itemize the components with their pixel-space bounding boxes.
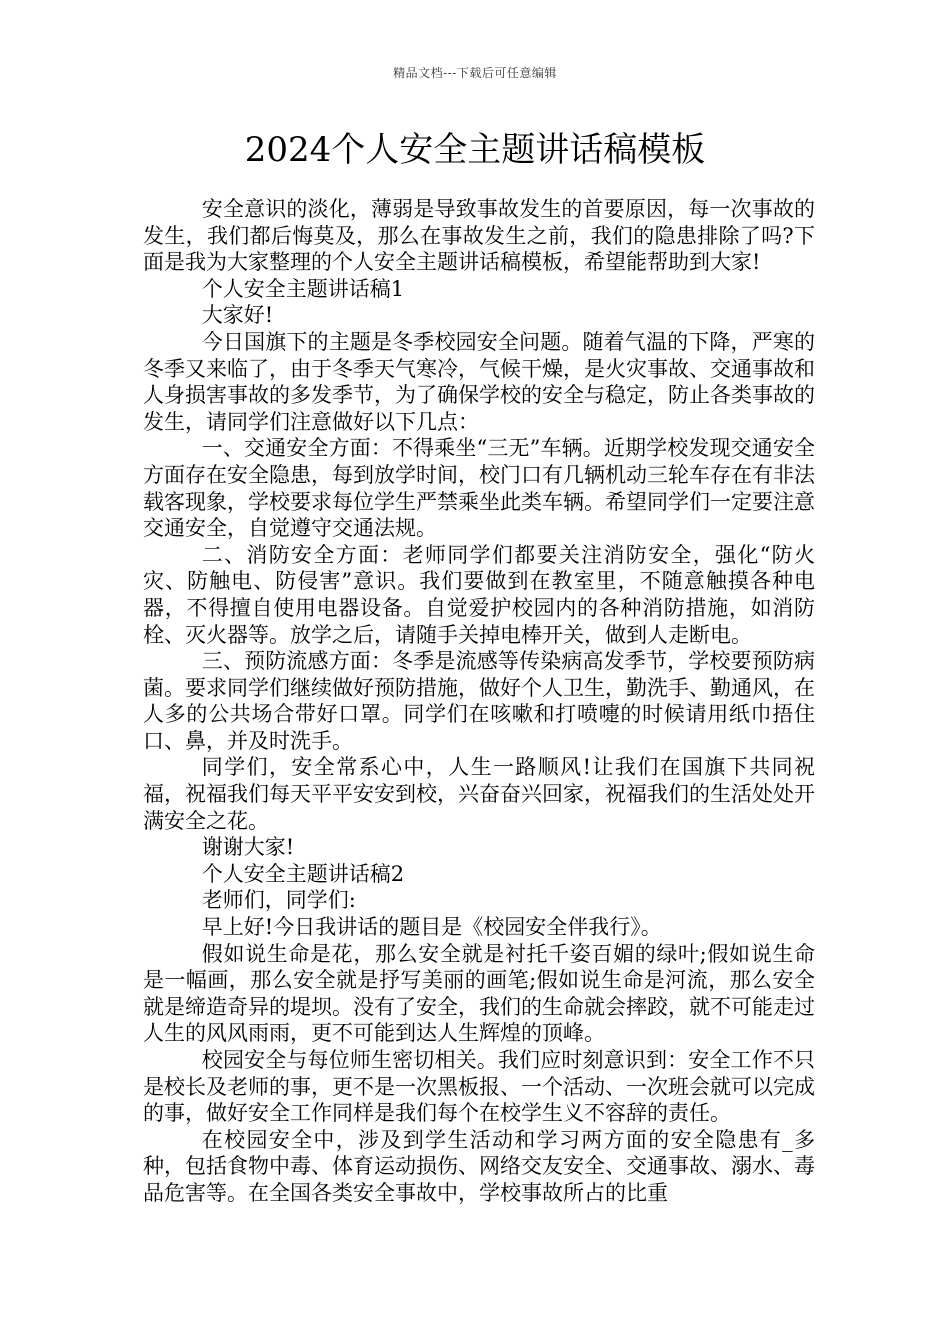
- paragraph: 二、消防安全方面：老师同学们都要关注消防安全，强化“防火灾、防触电、防侵害”意识。我们要做到在教室里，不随意触摸各种电器，不得擅自使用电器设备。自觉爱护校园内的各种消防措施，如消防栓、灭火器等。放学之后，请随手关掉电棒开关，做到人走断电。: [143, 542, 815, 647]
- document-body: [143, 196, 815, 1207]
- paragraph-greeting-1: 大家好!: [201, 303, 274, 328]
- document-title: 2024个人安全主题讲话稿模板: [244, 130, 706, 170]
- section-heading-1: 个人安全主题讲话稿1: [201, 276, 405, 301]
- paragraph-greeting-2: 老师们，同学们:: [201, 888, 356, 913]
- paragraph: 早上好!今日我讲话的题目是《校园安全伴我行》。: [201, 915, 662, 940]
- paragraph: 三、预防流感方面：冬季是流感等传染病高发季节，学校要预防病菌。要求同学们继续做好预防措施，做好个人卫生，勤洗手、勤通风，在人多的公共场合带好口罩。同学们在咳嗽和打喷嚏的时候请用纸巾捂住口、鼻，并及时洗手。: [143, 649, 815, 753]
- paragraph: 同学们，安全常系心中，人生一路顺风!让我们在国旗下共同祝福，祝福我们每天平平安安到校，兴奋奋兴回家，祝福我们的生活处处开满安全之花。: [143, 755, 815, 833]
- paragraph: 今日国旗下的主题是冬季校园安全问题。随着气温的下降，严寒的冬季又来临了，由于冬季天气寒冷，气候干燥，是火灾事故、交通事故和人身损害事故的多发季节，为了确保学校的安全与稳定，防止各类事故的发生，请同学们注意做好以下几点：: [143, 329, 815, 434]
- paragraph: 在校园安全中，涉及到学生活动和学习两方面的安全隐患有_多种，包括食物中毒、体育运动损伤、网络交友安全、交通事故、溺水、毒品危害等。在全国各类安全事故中，学校事故所占的比重: [143, 1127, 815, 1205]
- section-heading-2: 个人安全主题讲话稿2: [201, 861, 405, 886]
- page-header: 精品文档---下载后可任意编辑: [393, 66, 557, 80]
- paragraph-thanks: 谢谢大家!: [201, 835, 295, 860]
- paragraph: 假如说生命是花，那么安全就是衬托千姿百媚的绿叶;假如说生命是一幅画，那么安全就是抒写美丽的画笔;假如说生命是河流，那么安全就是缔造奇异的堤坝。没有了安全，我们的生命就会摔跤，就不可能走过人生的风风雨雨，更不可能到达人生辉煌的顶峰。: [143, 941, 815, 1046]
- paragraph: 一、交通安全方面：不得乘坐“三无”车辆。近期学校发现交通安全方面存在安全隐患，每到放学时间，校门口有几辆机动三轮车存在有非法载客现象，学校要求每位学生严禁乘坐此类车辆。希望同学们一定要注意交通安全，自觉遵守交通法规。: [143, 436, 815, 541]
- paragraph: 校园安全与每位师生密切相关。我们应时刻意识到：安全工作不只是校长及老师的事，更不是一次黑板报、一个活动、一次班会就可以完成的事，做好安全工作同样是我们每个在校学生义不容辞的责任。: [143, 1048, 815, 1126]
- paragraph-intro: 安全意识的淡化，薄弱是导致事故发生的首要原因，每一次事故的发生，我们都后悔莫及，那么在事故发生之前，我们的隐患排除了吗?下面是我为大家整理的个人安全主题讲话稿模板，希望能帮助到大家!: [143, 197, 815, 275]
